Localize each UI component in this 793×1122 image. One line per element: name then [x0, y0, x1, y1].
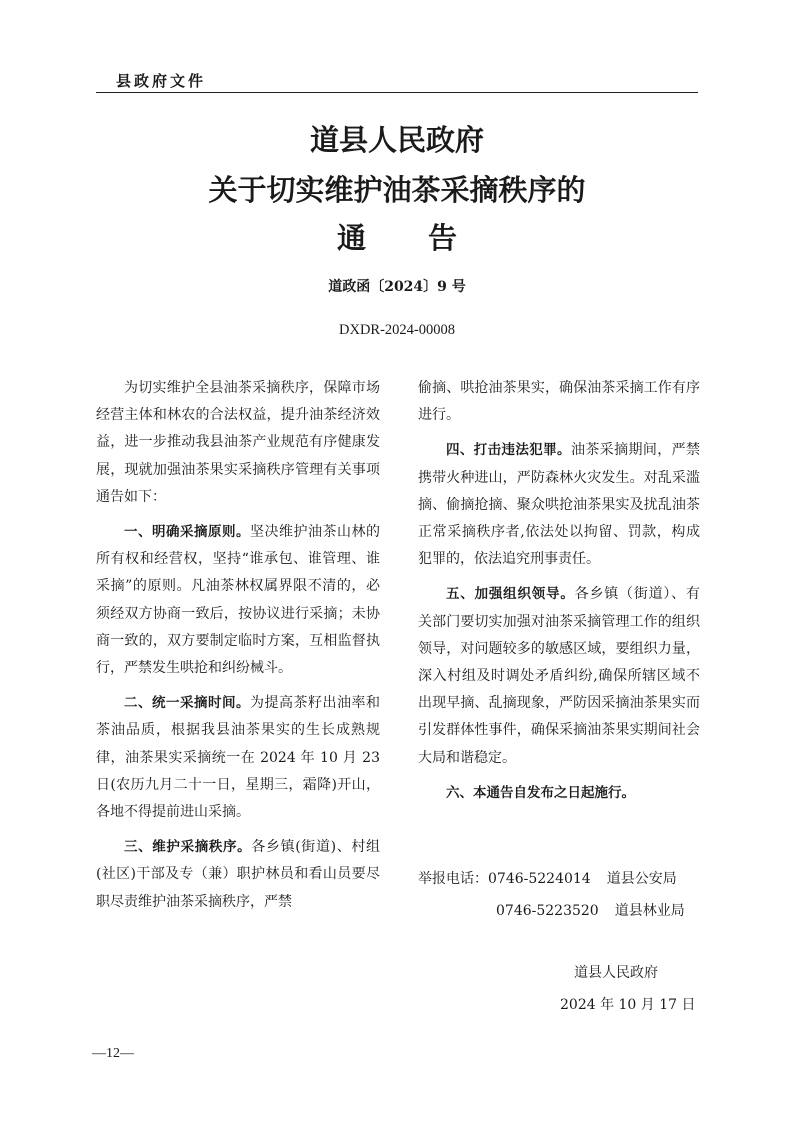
- title-line-3: 通告: [336, 221, 519, 255]
- contact-phone-1: 0746-5224014: [488, 871, 591, 887]
- section-6-heading: 六、本通告自发布之日起施行。: [446, 784, 635, 801]
- section-3-heading: 三、维护采摘秩序。: [124, 839, 252, 856]
- section-4-heading: 四、打击违法犯罪。: [446, 442, 571, 459]
- contact-label: 举报电话：: [418, 871, 488, 887]
- section-2: [96, 690, 380, 826]
- header-rule: [96, 92, 698, 93]
- title-line-1: 道县人民政府: [309, 123, 484, 157]
- section-1-text: 坚决维护油茶山林的所有权和经营权，坚持“谁承包、谁管理、谁采摘”的原则。凡油茶林权属界限不清的，必须经双方协商一致后，按协议进行采摘；未协商一致的，双方要制定临时方案，互相监督执行，严禁发生哄抢和纠纷械斗。: [96, 524, 380, 677]
- section-3-text: 各乡镇(街道)、村组(社区)干部及专（兼）职护林员和看山员要尽职尽责维护油茶采摘秩序，严禁: [96, 839, 380, 910]
- intro-paragraph: 为切实维护全县油茶采摘秩序，保障市场经营主体和林农的合法权益，提升油茶经济效益，进一步推动我县油茶产业规范有序健康发展，现就加强油茶果实采摘秩序管理有关事项通告如下：: [96, 380, 380, 505]
- section-4-text: 油茶采摘期间，严禁携带火种进山，严防森林火灾发生。对乱采滥摘、偷摘抢摘、聚众哄抢油茶果实及扰乱油茶正常采摘秩序者,依法处以拘留、罚款，构成犯罪的，依法追究刑事责任。: [418, 442, 701, 568]
- contact-line-1: [418, 868, 677, 888]
- section-5-text: 各乡镇（街道）、有关部门要切实加强对油茶采摘管理工作的组织领导，对问题较多的敏感区域，要组织力量，深入村组及时调处矛盾纠纷,确保所辖区域不出现早摘、乱摘现象，严防因采摘油茶果实而引发群体性事件，确保采摘油茶果实期间社会大局和谐稳定。: [418, 586, 701, 766]
- contact-phone-2: 0746-5223520: [496, 903, 599, 919]
- document-id: DXDR-2024-00008: [339, 322, 455, 338]
- document-number: 道政函〔2024〕9 号: [328, 279, 466, 295]
- section-5-heading: 五、加强组织领导。: [446, 586, 575, 603]
- section-1: [96, 519, 380, 682]
- section-2-heading: 二、统一采摘时间。: [124, 695, 250, 712]
- section-1-heading: 一、明确采摘原则。: [124, 524, 250, 541]
- section-6: [418, 780, 700, 807]
- title-line-2: 关于切实维护油茶采摘秩序的: [208, 173, 586, 207]
- section-4: [418, 437, 700, 573]
- section-2-text: 为提高茶籽出油率和茶油品质，根据我县油茶果实的生长成熟规律，油茶果实采摘统一在 2024 年 10 月 23 日(农历九月二十一日，星期三，霜降)开山，各地不得提前进山采摘。: [96, 695, 380, 821]
- section-5: [418, 581, 700, 771]
- signature-org: 道县人民政府: [574, 965, 658, 981]
- section-3: [96, 834, 380, 916]
- right-column: [418, 375, 700, 815]
- running-header: 县政府文件: [116, 72, 207, 90]
- page-number: —12—: [92, 1046, 134, 1061]
- signature-date: 2024 年 10 月 17 日: [560, 997, 696, 1013]
- contact-org-1: 道县公安局: [606, 871, 677, 887]
- contact-line-2: [496, 900, 685, 920]
- section-3-continued: 偷摘、哄抢油茶果实，确保油茶采摘工作有序进行。: [418, 380, 700, 424]
- contact-org-2: 道县林业局: [614, 903, 685, 919]
- left-column: [96, 375, 380, 924]
